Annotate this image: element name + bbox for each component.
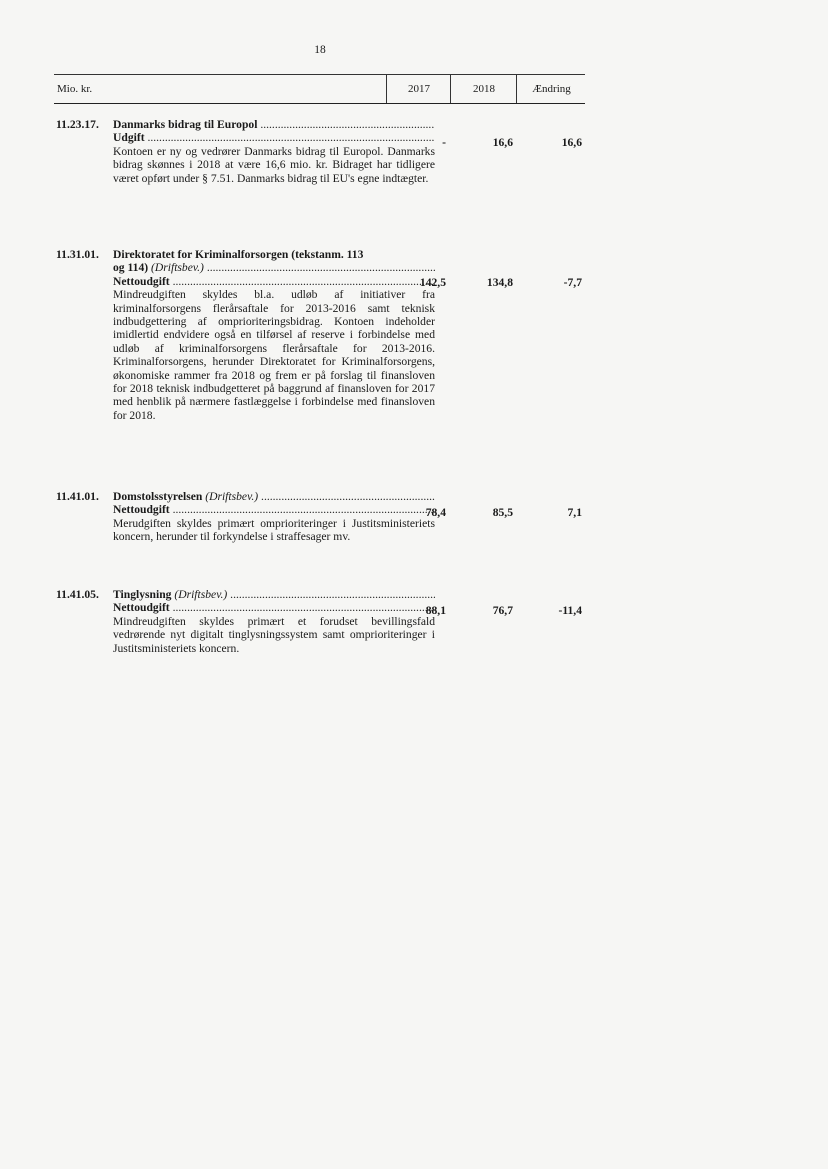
account-description: Kontoen er ny og vedrører Danmarks bidrag til Europol. Danmarks bidrag skønnes i 2018 at være 16,6 mio. kr. Bidraget har tidligere været opført under § 7.51. Danmarks bidrag til EU's egne indtægter. — [113, 144, 435, 185]
page-number: 18 — [314, 44, 326, 56]
account-code: 11.41.05. — [56, 588, 99, 601]
value-change: -7,7 — [563, 276, 582, 289]
unit-label: Mio. kr. — [57, 83, 93, 95]
account-code: 11.23.17. — [56, 118, 99, 131]
account-title: Direktoratet for Kriminalforsorgen (tekstanm. 113 — [113, 248, 364, 261]
value-2017: 142,5 — [419, 276, 446, 289]
account-description: Merudgiften skyldes primært omprioriteringer i Justitsministeriets koncern, herunder til forkyndelse i straffesager mv. — [113, 516, 435, 544]
metric-label: Udgift ..... — [113, 131, 435, 144]
value-change: 16,6 — [561, 136, 582, 149]
account-title: Tinglysning (Driftsbev.) ..... — [113, 588, 435, 601]
value-2017: 88,1 — [425, 604, 446, 617]
metric-label: Nettoudgift ..... — [113, 503, 435, 516]
account-title-cont: og 114) (Driftsbev.) ..... — [113, 261, 435, 274]
value-2017: 78,4 — [425, 506, 446, 519]
value-2018: 76,7 — [492, 604, 513, 617]
metric-label: Nettoudgift ..... — [113, 275, 435, 288]
account-description: Mindreudgiften skyldes bl.a. udløb af initiativer fra kriminalforsorgens flerårsaftale for 2013-2016 samt teknisk indbudgettering af omprioriteringsbidrag. Kontoen indeholder imidlertid endvidere også en tilførsel af reserve i forbindelse med udløb af kriminalforsorgens flerårsaftale for 2013-2016. Kriminalforsorgens, herunder Direktoratet for Kriminalforsorgens, økonomiske rammer fra 2018 og frem er på forslag til finansloven for 2018 teknisk indbudgetteret på baggrund af finansloven for 2017 med henblik på nærmere fastlæggelse i forbindelse med finansloven for 2018. — [113, 288, 435, 422]
account-description: Mindreudgiften skyldes primært et forudset bevillingsfald vedrørende nyt digitalt tinglysningssystem samt omprioriteringer i Justitsministeriets koncern. — [113, 614, 435, 655]
column-2018-header: 2018 — [450, 75, 517, 103]
account-code: 11.31.01. — [56, 248, 99, 261]
value-change: -11,4 — [558, 604, 582, 617]
column-header — [54, 74, 585, 104]
value-2018: 16,6 — [492, 136, 513, 149]
account-title: Domstolsstyrelsen (Driftsbev.) ..... — [113, 490, 435, 503]
account-code: 11.41.01. — [56, 490, 99, 503]
value-2017: - — [442, 136, 446, 149]
value-2018: 134,8 — [486, 276, 513, 289]
account-title: Danmarks bidrag til Europol ..... — [113, 118, 435, 131]
value-change: 7,1 — [567, 506, 582, 519]
column-2017-header: 2017 — [386, 75, 451, 103]
metric-label: Nettoudgift ..... — [113, 601, 435, 614]
column-change-header: Ændring — [516, 75, 586, 103]
value-2018: 85,5 — [492, 506, 513, 519]
